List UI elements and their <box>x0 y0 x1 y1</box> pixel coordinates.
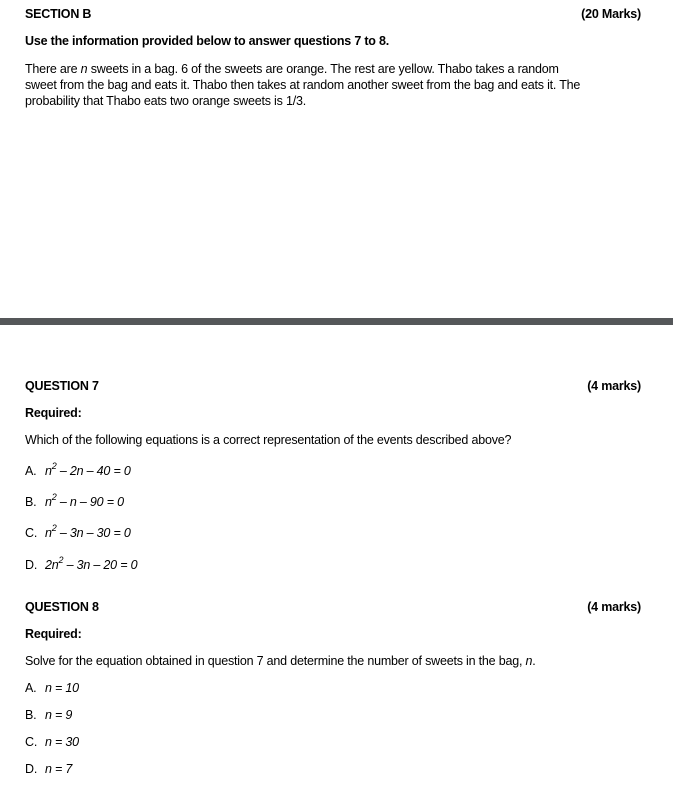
section-marks: (20 Marks) <box>581 7 641 21</box>
q7-option-a[interactable] <box>25 460 131 478</box>
q7-required: Required: <box>25 406 82 420</box>
q8-option-b[interactable] <box>25 708 72 722</box>
option-letter: A. <box>25 464 37 478</box>
q7-option-c[interactable] <box>25 522 131 540</box>
q7-marks: (4 marks) <box>587 379 641 393</box>
option-value: n = 9 <box>45 708 73 722</box>
q8-prompt: Solve for the equation obtained in question 7 and determine the number of sweets in the bag, n. <box>25 654 536 668</box>
q7-prompt: Which of the following equations is a correct representation of the events described above? <box>25 433 512 447</box>
option-letter: C. <box>25 735 38 749</box>
q7-option-d[interactable] <box>25 554 138 572</box>
q8-option-d[interactable] <box>25 762 72 776</box>
info-paragraph <box>25 61 585 109</box>
option-value: n = 7 <box>45 762 73 776</box>
option-value: n = 10 <box>45 681 79 695</box>
option-letter: D. <box>25 762 38 776</box>
option-letter: D. <box>25 558 38 572</box>
q7-title: QUESTION 7 <box>25 379 99 393</box>
info-text-start: There are <box>25 62 81 76</box>
q7-option-b[interactable] <box>25 491 124 509</box>
option-equation: $n^2 - n - 90 = 0$ <box>45 491 124 509</box>
option-equation: $n^2 - 3n - 30 = 0$ <box>45 522 131 540</box>
q8-option-c[interactable] <box>25 735 79 749</box>
info-text-rest: sweets in a bag. 6 of the sweets are orange. The rest are yellow. Thabo takes a random sweet from the bag and eats it. Thabo then takes at random another sweet from the bag and eats it. The probability that Thabo eats two orange sweets is 1/3. <box>25 62 581 108</box>
option-value: n = 30 <box>45 735 79 749</box>
option-equation: $n^2 - 2n - 40 = 0$ <box>45 460 131 478</box>
q8-required: Required: <box>25 627 82 641</box>
section-title: SECTION B <box>25 7 92 21</box>
q8-title: QUESTION 8 <box>25 600 99 614</box>
option-letter: B. <box>25 708 37 722</box>
option-equation: $2n^2 - 3n - 20 = 0$ <box>45 554 138 572</box>
option-letter: B. <box>25 495 37 509</box>
info-variable: n <box>80 62 88 76</box>
option-letter: A. <box>25 681 37 695</box>
option-letter: C. <box>25 526 38 540</box>
page-divider <box>0 318 673 325</box>
section-instruction: Use the information provided below to answer questions 7 to 8. <box>25 34 390 48</box>
q8-option-a[interactable] <box>25 681 79 695</box>
q8-marks: (4 marks) <box>587 600 641 614</box>
